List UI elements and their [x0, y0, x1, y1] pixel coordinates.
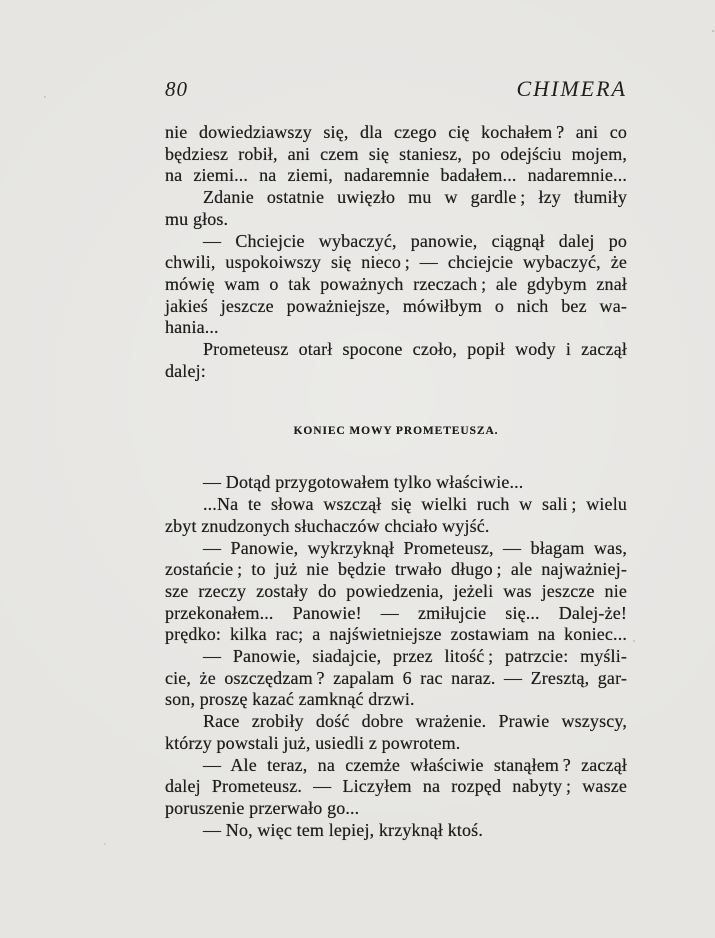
text-line: — Panowie, siadajcie, przez litość ; patrzcie: myśli- [203, 646, 627, 667]
text-line: — Chciejcie wybaczyć, panowie, ciągnął dalej po [203, 230, 627, 251]
text-line: przekonałem... Panowie! — zmiłujcie się... Dalej-że! [165, 602, 627, 623]
text-line: — No, więc tem lepiej, krzyknął ktoś. [203, 819, 483, 840]
text-line: mu głos. [165, 208, 229, 229]
paragraph [165, 711, 627, 754]
text-line: Prometeusz otarł spocone czoło, popił wody i zaczął [203, 339, 627, 360]
text-line: dalej: [165, 360, 206, 381]
paragraph [165, 472, 627, 494]
text-line: son, proszę kazać zamknąć drzwi. [165, 689, 415, 710]
text-line: jakieś jeszcze poważniejsze, mówiłbym o nich bez wa- [165, 295, 627, 316]
text-line: prędko: kilka rac; a najświetniejsze zostawiam na koniec... [165, 624, 627, 645]
text-line: na ziemi... na ziemi, nadaremnie badałem... nadaremnie... [165, 165, 627, 186]
text-line: — Ale teraz, na czemże właściwie stanąłem ? zaczął [203, 754, 627, 775]
paragraph [165, 820, 627, 842]
text-line: mówię wam o tak poważnych rzeczach ; ale gdybym znał [165, 273, 627, 294]
text-line: ...Na te słowa wszczął się wielki ruch w sali ; wielu [203, 494, 627, 515]
paragraph [165, 494, 627, 537]
paragraph [165, 187, 627, 230]
running-header [165, 76, 627, 102]
text-line: zostańcie ; to już nie będzie trwało długo ; ale najważniej- [165, 559, 627, 580]
page-number: 80 [165, 77, 188, 101]
text-line: nie dowiedziawszy się, dla czego cię kochałem ? ani co [165, 122, 627, 142]
text-line: zbyt znudzonych słuchaczów chciało wyjść. [165, 515, 490, 536]
paragraph [165, 538, 627, 647]
paragraph [165, 646, 627, 711]
paragraph [165, 122, 627, 187]
paper-specks [0, 0, 2, 2]
text-line: Zdanie ostatnie uwięzło mu w gardle ; łzy tłumiły [203, 187, 627, 208]
text-line: którzy powstali już, usiedli z powrotem. [165, 732, 461, 753]
text-line: — Panowie, wykrzyknął Prometeusz, — błagam was, [203, 537, 627, 558]
paragraph [165, 339, 627, 382]
paragraph [165, 755, 627, 820]
text-line: hania... [165, 317, 219, 338]
section-heading: KONIEC MOWY PROMETEUSZA. [293, 425, 499, 438]
text-line: — Dotąd przygotowałem tylko właściwie... [203, 472, 524, 493]
text-line: cie, że oszczędzam ? zapalam 6 rac naraz. — Zresztą, gar- [165, 667, 627, 688]
text-line: dalej Prometeusz. — Liczyłem na rozpęd nabyty ; wasze [165, 776, 627, 797]
paragraph [165, 231, 627, 340]
running-title: CHIMERA [516, 76, 627, 101]
text-line: poruszenie przerwało go... [165, 797, 360, 818]
text-line: chwili, uspokoiwszy się nieco ; — chciejcie wybaczyć, że [165, 252, 627, 273]
text-line: Race zrobiły dość dobre wrażenie. Prawie wszyscy, [203, 711, 627, 732]
text-block [165, 122, 627, 841]
text-line: będziesz robił, ani czem się staniesz, po odejściu mojem, [165, 143, 627, 164]
text-line: sze rzeczy zostały do powiedzenia, jeżeli was jeszcze nie [165, 580, 627, 601]
